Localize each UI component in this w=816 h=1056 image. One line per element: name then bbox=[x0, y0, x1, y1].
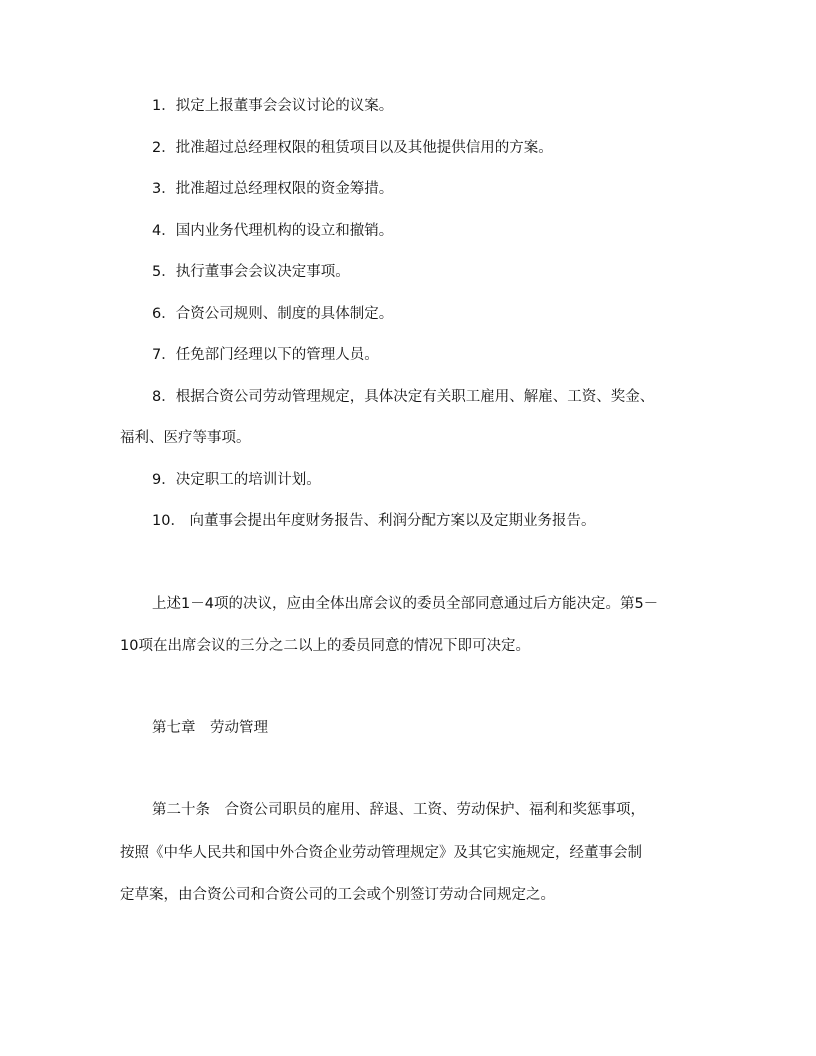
article-20-line: 定草案，由合资公司和合资公司的工会或个别签订劳动合同规定之。 bbox=[120, 887, 555, 903]
article-20-line: 按照《中华人民共和国中外合资企业劳动管理规定》及其它实施规定，经董事会制 bbox=[120, 845, 642, 861]
resolution-paragraph-line: 上述1－4项的决议，应由全体出席会议的委员全部同意通过后方能决定。第5－ bbox=[152, 596, 659, 612]
article-20-line: 第二十条 合资公司职员的雇用、辞退、工资、劳动保护、福利和奖惩事项， bbox=[152, 802, 645, 818]
list-item: 9．决定职工的培训计划。 bbox=[152, 472, 321, 488]
list-item: 8．根据合资公司劳动管理规定，具体决定有关职工雇用、解雇、工资、奖金、 bbox=[152, 389, 655, 405]
list-item: 1．拟定上报董事会会议讨论的议案。 bbox=[152, 98, 394, 114]
resolution-paragraph-line: 10项在出席会议的三分之二以上的委员同意的情况下即可决定。 bbox=[120, 638, 530, 654]
list-item: 5．执行董事会会议决定事项。 bbox=[152, 264, 350, 280]
list-item: 6．合资公司规则、制度的具体制定。 bbox=[152, 306, 394, 322]
list-item: 7．任免部门经理以下的管理人员。 bbox=[152, 347, 379, 363]
list-item: 3．批准超过总经理权限的资金筹措。 bbox=[152, 181, 394, 197]
list-item: 4．国内业务代理机构的设立和撤销。 bbox=[152, 223, 394, 239]
chapter-heading: 第七章 劳动管理 bbox=[152, 720, 268, 736]
list-item-continuation: 福利、医疗等事项。 bbox=[120, 430, 251, 446]
list-item: 10． 向董事会提出年度财务报告、利润分配方案以及定期业务报告。 bbox=[152, 513, 596, 529]
list-item: 2．批准超过总经理权限的租赁项目以及其他提供信用的方案。 bbox=[152, 140, 553, 156]
